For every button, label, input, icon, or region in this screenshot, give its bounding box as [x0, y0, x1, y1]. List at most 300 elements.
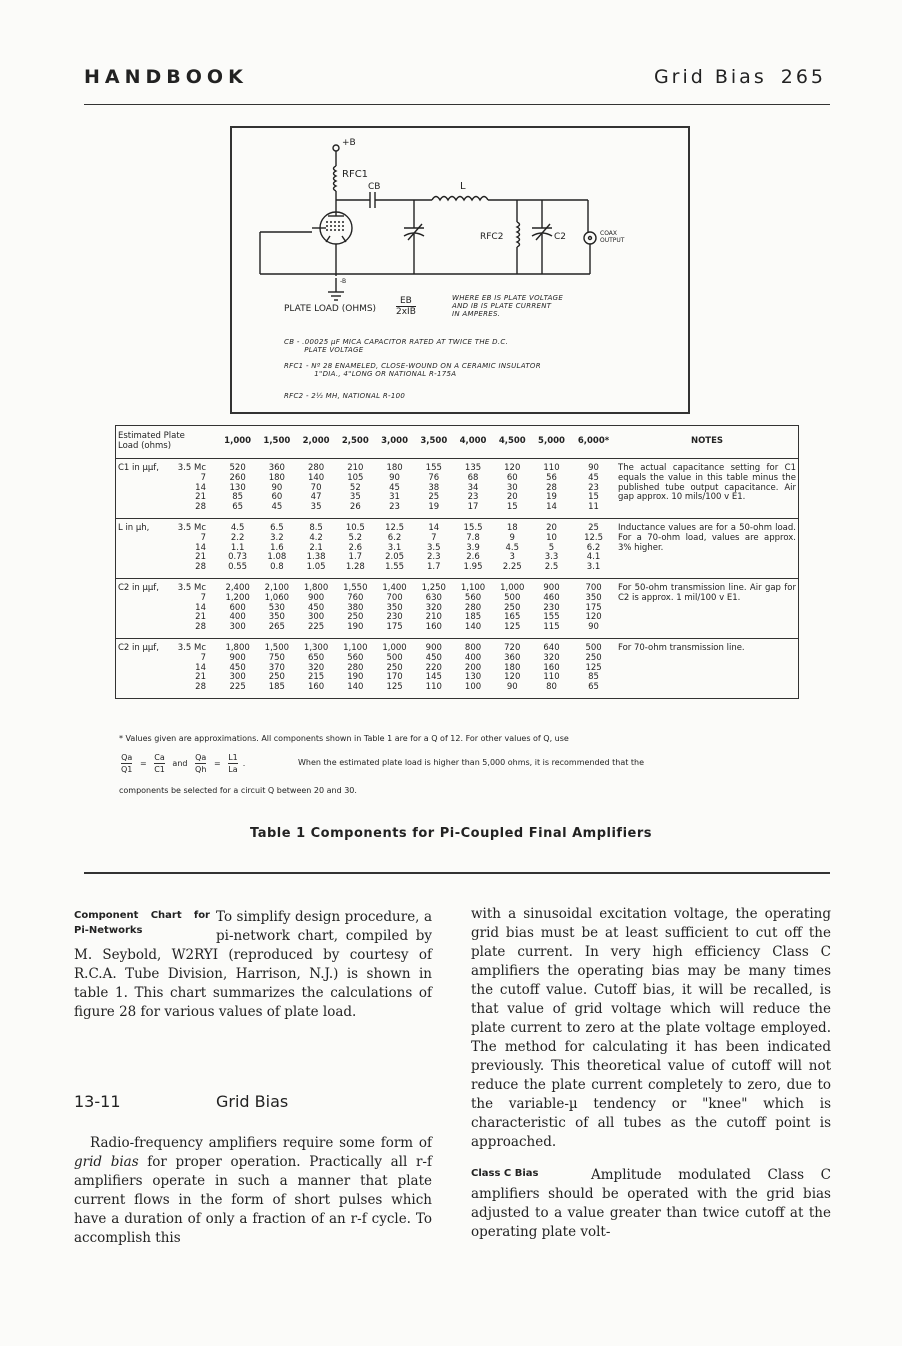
table-cell: 35	[310, 502, 322, 513]
table-cell: 1.08	[267, 552, 287, 563]
table-cell: 8.5	[309, 522, 323, 533]
value-column	[296, 638, 335, 698]
paragraph-grid-bias	[74, 1134, 432, 1248]
table-cell: 210	[425, 612, 442, 623]
table-cell: 320	[425, 602, 442, 613]
table-cell: 190	[347, 622, 364, 633]
band-value: 28	[195, 502, 206, 513]
band-value: 21	[195, 672, 206, 683]
table-cell: 11	[588, 502, 599, 513]
band-value: 3.5 Mc	[177, 642, 206, 653]
table-cell: 0.8	[270, 562, 284, 573]
table-cell: 520	[229, 463, 246, 473]
frac2-num: Ca	[154, 753, 165, 762]
value-column	[375, 638, 414, 698]
table-cell: 2.3	[427, 552, 441, 563]
section-number: 13-11	[74, 1092, 121, 1111]
table-cell: 52	[349, 482, 361, 493]
table-cell: 85	[588, 672, 599, 683]
table-cell: 1,550	[343, 582, 368, 593]
load-header-5: 3,500	[414, 426, 453, 459]
value-column	[257, 578, 296, 638]
running-header-left: HANDBOOK	[84, 66, 248, 88]
quantity-label: C2 in µµf,	[118, 642, 160, 653]
cb-label: CB	[368, 182, 381, 192]
coax-output-label: COAX OUTPUT	[600, 230, 625, 244]
load-header-1: 1,500	[257, 426, 296, 459]
paragraph-cutoff-bias: with a sinusoidal excitation voltage, the operating grid bias must be at least sufficient to cut off the plate current. In very high efficiency Class C amplifiers the operating bias may be many times the cutoff value. Cutoff bias, it will be recalled, is that value of grid voltage which will reduce the plate current to zero at the plate voltage employed. The method for calculating it has been indicated previously. This theoretical value of cutoff will not reduce the plate current completely to zero, due to the variable-µ tendency or "knee" which is characteristic of all tubes as the cutoff point is approached.	[471, 906, 831, 1150]
table-cell: 2.6	[466, 552, 480, 563]
table-cell: 115	[543, 622, 560, 633]
plate-load-denominator: 2xIB	[396, 307, 416, 317]
band-label	[118, 623, 216, 633]
table-cell: 250	[347, 612, 364, 623]
load-header-3: 2,500	[336, 426, 375, 459]
table-cell: 18	[506, 522, 518, 533]
table-cell: 280	[464, 602, 482, 613]
table-cell: 500	[585, 642, 602, 653]
table-cell: 125	[585, 662, 602, 673]
value-column	[532, 638, 571, 698]
value-column	[414, 578, 453, 638]
rfc1-label: RFC1	[342, 169, 369, 180]
frac2-den: C1	[154, 765, 165, 774]
and-word: and	[172, 759, 188, 768]
table-cell: 1,800	[303, 582, 329, 593]
load-header-9: 6,000*	[571, 426, 616, 459]
table-cell: 175	[585, 602, 602, 613]
para2-text-b: for proper operation. Practically all r-f amplifiers operate in such a manner that plate current flows in the form of short pulses which have a duration of only a fraction of an r-f cycle. To accomplish this	[74, 1154, 432, 1246]
table-cell: 20	[506, 492, 518, 503]
table-cell: 1,250	[421, 582, 446, 593]
table-cell: 1,300	[303, 642, 329, 653]
fraction-l1-la	[228, 752, 238, 775]
table-caption: Table 1 Components for Pi-Coupled Final Amplifiers	[250, 826, 652, 841]
table-cell: 135	[464, 463, 482, 473]
table-cell: 12.5	[385, 522, 405, 533]
table-cell: 140	[347, 682, 364, 693]
table-cell: 110	[543, 463, 560, 473]
footnote-line-2: When the estimated plate load is higher than 5,000 ohms, it is recommended that the	[298, 758, 645, 767]
table-cell: 65	[588, 682, 599, 693]
value-column	[218, 459, 257, 519]
table-cell: 1,400	[382, 582, 407, 593]
band-value: 14	[195, 662, 206, 673]
rfc2-spec: RFC2 - 2½ MH, NATIONAL R-100	[284, 392, 406, 400]
band-value: 21	[195, 552, 206, 563]
table-cell: 280	[347, 662, 364, 673]
table-cell: 560	[464, 592, 482, 603]
table-cell: 100	[464, 682, 482, 693]
table-cell: 17	[467, 502, 479, 513]
table-row	[116, 638, 799, 698]
band-value: 28	[195, 562, 206, 573]
band-value: 28	[195, 682, 206, 693]
table-cell: 160	[307, 682, 325, 693]
table-cell: 1.55	[385, 562, 405, 573]
table-cell: 23	[389, 502, 400, 513]
load-header-4: 3,000	[375, 426, 414, 459]
table-cell: 450	[307, 602, 325, 613]
table-cell: 1.1	[230, 542, 245, 553]
table-cell: 210	[347, 463, 364, 473]
band-value: 14	[195, 602, 206, 613]
table-cell: 265	[268, 622, 285, 633]
table-cell: 180	[268, 472, 285, 483]
table-cell: 7	[431, 532, 437, 543]
value-column	[218, 578, 257, 638]
table-cell: 230	[543, 602, 560, 613]
table-cell: 250	[268, 672, 285, 683]
table-cell: 14	[546, 502, 557, 513]
table-cell: 120	[585, 612, 602, 623]
table-cell: 1.38	[306, 552, 326, 563]
value-column	[532, 518, 571, 578]
table-cell: 220	[425, 662, 442, 673]
para2-emphasis: grid bias	[74, 1154, 139, 1170]
table-cell: 120	[504, 463, 521, 473]
table-cell: 60	[506, 472, 518, 483]
table-cell: 3.1	[586, 562, 601, 573]
table-cell: 68	[467, 472, 479, 483]
frac4-num: L1	[228, 753, 238, 762]
value-column	[375, 578, 414, 638]
c2-label: C2	[554, 232, 567, 242]
row-label-cell	[116, 459, 219, 519]
table-cell: 90	[588, 622, 599, 633]
table-cell: 25	[588, 522, 599, 533]
table-header-row	[116, 426, 799, 459]
table-cell: 23	[588, 482, 599, 493]
value-column	[257, 518, 296, 578]
table-cell: 320	[307, 662, 325, 673]
frac1-num: Qa	[121, 753, 133, 762]
table-cell: 2,400	[225, 582, 250, 593]
band-value: 3.5 Mc	[177, 582, 206, 593]
table-cell: 5.2	[348, 532, 363, 543]
table-cell: 34	[467, 482, 479, 493]
value-column	[336, 638, 375, 698]
body-left-column	[74, 908, 432, 1022]
table-cell: 700	[386, 592, 403, 603]
l-label: L	[460, 181, 466, 192]
band-value: 21	[195, 612, 206, 623]
table-cell: 20	[546, 522, 557, 533]
table-cell: 6.5	[270, 522, 284, 533]
table-cell: 56	[546, 472, 557, 483]
value-column	[336, 459, 375, 519]
table-cell: 280	[307, 463, 325, 473]
band-label	[118, 563, 216, 573]
table-cell: 650	[307, 652, 325, 663]
table-cell: 2.2	[230, 532, 245, 543]
table-cell: 165	[504, 612, 521, 623]
table-cell: 15	[588, 492, 599, 503]
table-cell: 1.05	[306, 562, 326, 573]
value-column	[493, 518, 532, 578]
table-cell: 200	[464, 662, 482, 673]
frac4-den: La	[228, 765, 238, 774]
table-cell: 250	[386, 662, 403, 673]
notes-cell: The actual capacitance setting for C1 equals the value in this table minus the published tube output capacitance. Air gap approx. 10 mils/100 v E1.	[616, 459, 799, 519]
table-cell: 760	[347, 592, 364, 603]
table-cell: 80	[546, 682, 557, 693]
table-cell: 1,100	[343, 642, 368, 653]
table-cell: 120	[504, 672, 521, 683]
load-header-8: 5,000	[532, 426, 571, 459]
band-value: 7	[200, 652, 206, 663]
value-column	[532, 578, 571, 638]
table-cell: 0.55	[228, 562, 248, 573]
table-cell: 19	[546, 492, 557, 503]
table-cell: 10.5	[345, 522, 365, 533]
value-column	[532, 459, 571, 519]
quantity-label: C1 in µµf,	[118, 463, 160, 473]
band-value: 7	[200, 472, 206, 483]
table-cell: 225	[229, 682, 246, 693]
table-section	[116, 578, 799, 638]
table-cell: 155	[425, 463, 442, 473]
load-header-0: 1,000	[218, 426, 257, 459]
value-column	[493, 578, 532, 638]
table-cell: 600	[229, 602, 246, 613]
l-coil	[432, 197, 488, 201]
band-value: 21	[195, 492, 206, 503]
value-column	[296, 578, 335, 638]
table-cell: 380	[347, 602, 364, 613]
value-column	[453, 518, 492, 578]
paragraph-class-c-bias: Amplitude modulated Class C amplifiers should be operated with the grid bias adjusted to a value greater than twice cutoff at the operating plate volt-	[471, 1167, 831, 1240]
value-column	[296, 459, 335, 519]
table-cell: 90	[389, 472, 400, 483]
table-cell: 7.8	[466, 532, 480, 543]
table-row	[116, 578, 799, 638]
table-cell: 350	[268, 612, 285, 623]
value-column	[414, 638, 453, 698]
table-cell: 130	[229, 482, 246, 493]
value-column	[414, 518, 453, 578]
table-cell: 0.73	[228, 552, 248, 563]
table-cell: 2.5	[544, 562, 559, 573]
band-value: 7	[200, 532, 206, 543]
class-c-bias-block	[471, 1166, 831, 1242]
table-cell: 47	[310, 492, 322, 503]
table-cell: 500	[504, 592, 521, 603]
table-cell: 1,500	[264, 642, 290, 653]
table-section	[116, 518, 799, 578]
row-label-cell	[116, 518, 219, 578]
table-cell: 2.05	[385, 552, 405, 563]
band-label	[118, 503, 216, 513]
side-head-class-c-bias: Class C Bias	[471, 1168, 539, 1179]
plate-load-fraction	[396, 296, 416, 317]
table-cell: 1,060	[264, 592, 290, 603]
value-column	[414, 459, 453, 519]
table-cell: 250	[504, 602, 521, 613]
value-column	[336, 518, 375, 578]
table-cell: 15.5	[463, 522, 483, 533]
table-cell: 900	[543, 582, 560, 593]
table-cell: 140	[464, 622, 482, 633]
table-cell: 23	[467, 492, 479, 503]
table-cell: 19	[428, 502, 440, 513]
table-section	[116, 638, 799, 698]
table-cell: 3.2	[270, 532, 284, 543]
table-cell: 225	[307, 622, 325, 633]
table-cell: 90	[506, 682, 518, 693]
table-cell: 360	[504, 652, 521, 663]
table-cell: 300	[307, 612, 325, 623]
table-cell: 1.95	[463, 562, 483, 573]
table-cell: 76	[428, 472, 440, 483]
quantity-label: C2 in µµf,	[118, 582, 160, 593]
table-cell: 900	[229, 652, 246, 663]
plate-load-header: Estimated Plate Load (ohms)	[116, 426, 219, 459]
components-table	[115, 425, 799, 699]
fraction-qa-qh	[195, 752, 206, 775]
fraction-ca-c1	[154, 752, 165, 775]
table-cell: 370	[268, 662, 285, 673]
rfc1-spec: RFC1 - Nº 28 ENAMELED, CLOSE-WOUND ON A CERAMIC INSULATOR 1"DIA., 4"LONG OR NATIONAL R-175A	[284, 362, 541, 378]
band-value: 3.5 Mc	[177, 522, 206, 533]
pi-network-schematic	[230, 126, 690, 414]
table-cell: 180	[504, 662, 521, 673]
table-cell: 105	[347, 472, 364, 483]
table-cell: 45	[271, 502, 283, 513]
value-column	[571, 578, 616, 638]
value-column	[571, 638, 616, 698]
table-cell: 460	[543, 592, 560, 603]
table-cell: 4.5	[505, 542, 520, 553]
body-left-column-2	[74, 1134, 432, 1248]
table-cell: 400	[229, 612, 246, 623]
notes-header: NOTES	[616, 426, 799, 459]
load-header-6: 4,000	[453, 426, 492, 459]
table-cell: 900	[425, 642, 442, 653]
table-cell: 300	[229, 672, 246, 683]
table-cell: 70	[310, 482, 322, 493]
table-cell: 2,100	[264, 582, 290, 593]
value-column	[375, 518, 414, 578]
para2-text-a: Radio-frequency amplifiers require some form of	[90, 1135, 432, 1151]
table-cell: 6.2	[586, 542, 601, 553]
table-cell: 5	[548, 542, 555, 553]
value-column	[296, 518, 335, 578]
table-section	[116, 459, 799, 519]
body-right-column	[471, 905, 831, 1242]
table-cell: 60	[271, 492, 283, 503]
running-header-title: Grid Bias	[653, 66, 767, 88]
table-cell: 3.9	[466, 542, 480, 553]
table-cell: 6.2	[387, 532, 402, 543]
table-cell: 30	[506, 482, 518, 493]
table-row	[116, 518, 799, 578]
table-footnote: * Values given are approximations. All components shown in Table 1 are for a Q of 12. For other values of Q, use	[119, 734, 569, 743]
table-cell: 140	[307, 472, 325, 483]
plus-b-terminal	[333, 145, 339, 151]
table-cell: 2.1	[309, 542, 323, 553]
table-cell: 350	[386, 602, 403, 613]
value-column	[571, 518, 616, 578]
table-cell: 215	[307, 672, 325, 683]
table-cell: 1.7	[427, 562, 441, 573]
table-cell: 31	[389, 492, 400, 503]
table-cell: 500	[386, 652, 403, 663]
caption-rule	[84, 872, 830, 874]
table-cell: 1,200	[225, 592, 250, 603]
table-cell: 125	[386, 682, 403, 693]
table-row	[116, 459, 799, 519]
running-header-right	[654, 66, 826, 88]
value-column	[218, 518, 257, 578]
table-cell: 3.3	[544, 552, 559, 563]
table-cell: 160	[425, 622, 442, 633]
frac3-num: Qa	[195, 753, 207, 762]
table-cell: 630	[425, 592, 442, 603]
table-cell: 720	[504, 642, 521, 653]
plus-b-label: +B	[342, 138, 356, 148]
value-column	[493, 638, 532, 698]
equals-sign: =	[213, 759, 221, 768]
table-cell: 320	[543, 652, 560, 663]
table-cell: 1,000	[382, 642, 407, 653]
components-table-wrapper	[115, 425, 799, 699]
frac1-den: Q1	[121, 765, 133, 774]
table-cell: 190	[347, 672, 364, 683]
table-cell: 160	[543, 662, 560, 673]
table-cell: 45	[389, 482, 400, 493]
row-label-cell	[116, 638, 219, 698]
value-column	[336, 578, 375, 638]
cb-spec: CB - .00025 µF MICA CAPACITOR RATED AT TWICE THE D.C. PLATE VOLTAGE	[284, 338, 509, 354]
table-cell: 250	[585, 652, 602, 663]
table-cell: 750	[268, 652, 285, 663]
table-cell: 145	[425, 672, 442, 683]
table-cell: 640	[543, 642, 560, 653]
table-cell: 125	[504, 622, 521, 633]
table-cell: 450	[229, 662, 246, 673]
table-cell: 14	[428, 522, 440, 533]
table-cell: 110	[425, 682, 442, 693]
equals-sign: =	[139, 759, 147, 768]
table-cell: 1.6	[270, 542, 284, 553]
table-cell: 90	[588, 463, 599, 473]
table-cell: 2.25	[502, 562, 522, 573]
component-chart-block	[74, 908, 432, 1022]
rfc1-coil	[334, 166, 337, 191]
table-cell: 110	[543, 672, 560, 683]
row-label-cell	[116, 578, 219, 638]
table-cell: 3.5	[427, 542, 441, 553]
value-column	[375, 459, 414, 519]
value-column	[257, 638, 296, 698]
table-cell: 10	[546, 532, 557, 543]
table-cell: 230	[386, 612, 403, 623]
table-cell: 350	[585, 592, 602, 603]
table-cell: 45	[588, 472, 599, 483]
value-column	[453, 578, 492, 638]
section-title: Grid Bias	[216, 1092, 289, 1111]
table-cell: 3.1	[387, 542, 402, 553]
table-cell: 1.28	[345, 562, 365, 573]
table-cell: 175	[386, 622, 403, 633]
notes-cell: Inductance values are for a 50-ohm load. For a 70-ohm load, values are approx. 3% higher.	[616, 518, 799, 578]
value-column	[453, 638, 492, 698]
coax-connector	[584, 232, 596, 244]
minus-b-label: -B	[340, 278, 347, 285]
q-ratio-formulas: $\frac{Qa}{Q1}$ = $\frac{Ca}{C1}$ and $\frac{Qa}{Qh}$ = $\frac{L1}{La}$ .	[121, 753, 246, 774]
table-cell: 3	[509, 552, 515, 563]
